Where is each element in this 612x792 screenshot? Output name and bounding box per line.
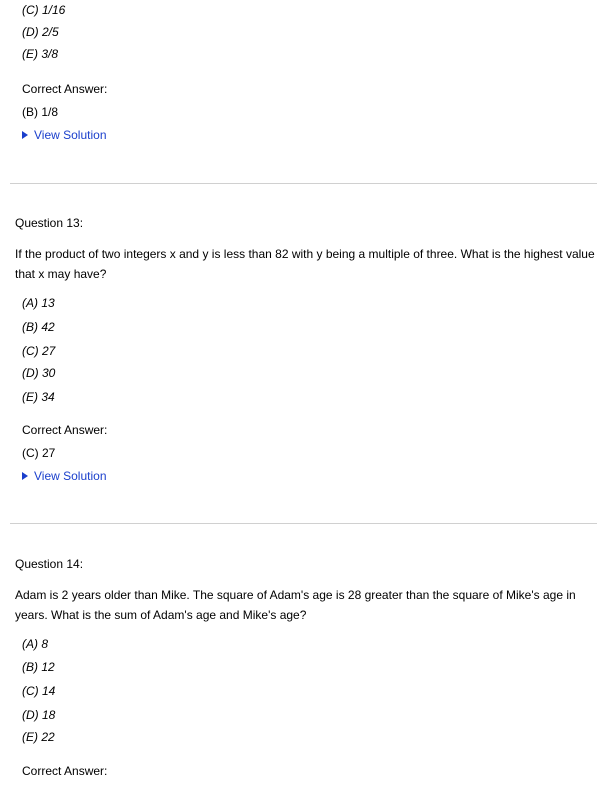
q13-view-solution-link[interactable] <box>22 469 107 483</box>
prev-correct-answer-label: Correct Answer: <box>22 82 108 96</box>
prev-option-c: (C) 1/16 <box>22 3 66 17</box>
q14-option-a: (A) 8 <box>22 637 49 651</box>
view-solution-label: View Solution <box>34 128 107 142</box>
q14-option-c: (C) 14 <box>22 684 56 698</box>
question-14-text: Adam is 2 years older than Mike. The square of Adam's age is 28 greater than the square of Mike's age in years. What is the sum of Adam's age and Mike's age? <box>15 588 576 622</box>
q13-option-d: (D) 30 <box>22 366 56 380</box>
prev-correct-answer-value: (B) 1/8 <box>22 105 59 119</box>
q13-correct-answer-label: Correct Answer: <box>22 423 108 437</box>
prev-option-d: (D) 2/5 <box>22 25 59 39</box>
question-14-heading: Question 14: <box>15 557 84 571</box>
q13-option-b: (B) 42 <box>22 320 55 334</box>
section-divider <box>10 183 597 184</box>
expand-triangle-icon <box>22 131 28 139</box>
section-divider <box>10 523 597 524</box>
view-solution-label: View Solution <box>34 469 107 483</box>
q14-option-d: (D) 18 <box>22 708 56 722</box>
q13-option-a: (A) 13 <box>22 296 55 310</box>
q13-option-c: (C) 27 <box>22 344 56 358</box>
q13-correct-answer-value: (C) 27 <box>22 446 56 460</box>
question-13-text: If the product of two integers x and y is less than 82 with y being a multiple of three. What is the highest value that x may have? <box>15 247 595 281</box>
q14-correct-answer-label: Correct Answer: <box>22 764 108 778</box>
prev-view-solution-link[interactable] <box>22 128 107 142</box>
q14-option-b: (B) 12 <box>22 660 55 674</box>
prev-option-e: (E) 3/8 <box>22 47 59 61</box>
q13-option-e: (E) 34 <box>22 390 55 404</box>
question-13-heading: Question 13: <box>15 216 84 230</box>
expand-triangle-icon <box>22 472 28 480</box>
q14-option-e: (E) 22 <box>22 730 55 744</box>
